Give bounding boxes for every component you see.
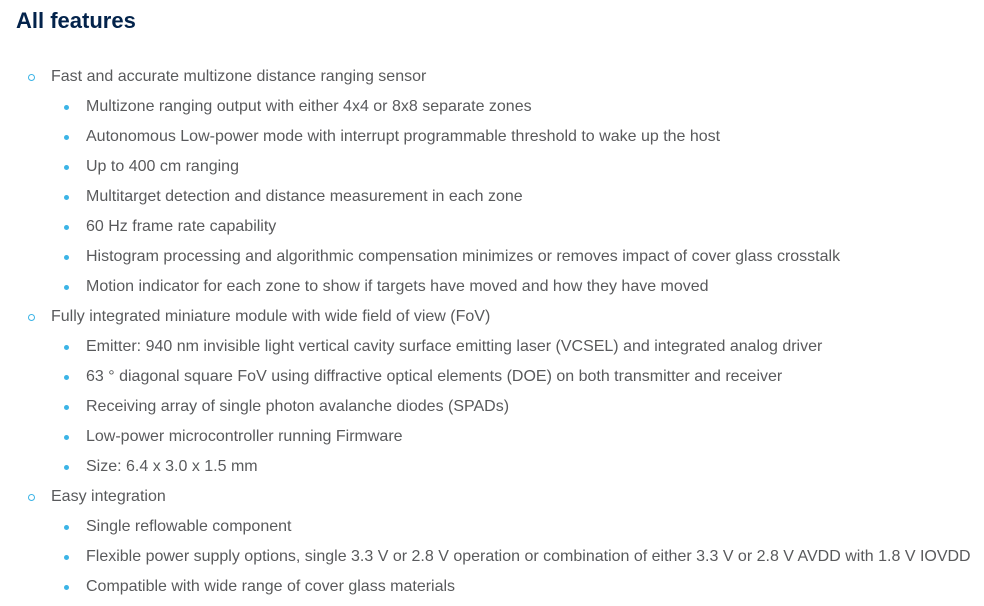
feature-item: Single reflowable component: [0, 512, 971, 542]
feature-item: Multizone ranging output with either 4x4 or 8x8 separate zones: [0, 92, 971, 122]
feature-item: Up to 400 cm ranging: [0, 152, 971, 182]
feature-item: Histogram processing and algorithmic compensation minimizes or removes impact of cover glass crosstalk: [0, 242, 971, 272]
feature-item: 63 ° diagonal square FoV using diffractive optical elements (DOE) on both transmitter and receiver: [0, 362, 971, 392]
feature-item: Compatible with wide range of cover glass materials: [0, 572, 971, 602]
feature-group-module: [0, 302, 971, 482]
feature-item: Multitarget detection and distance measurement in each zone: [0, 182, 971, 212]
feature-sublist: [0, 92, 971, 302]
feature-group-label: Fast and accurate multizone distance ranging sensor: [0, 62, 971, 92]
feature-group-label: Easy integration: [0, 482, 971, 512]
feature-group-integration: [0, 482, 971, 602]
section-title: All features: [16, 8, 136, 33]
feature-item: Emitter: 940 nm invisible light vertical cavity surface emitting laser (VCSEL) and integrated analog driver: [0, 332, 971, 362]
feature-item: Flexible power supply options, single 3.3 V or 2.8 V operation or combination of either 3.3 V or 2.8 V AVDD with 1.8 V IOVDD: [0, 542, 971, 572]
feature-list: [0, 62, 971, 602]
feature-item: 60 Hz frame rate capability: [0, 212, 971, 242]
feature-item: Size: 6.4 x 3.0 x 1.5 mm: [0, 452, 971, 482]
feature-item: Motion indicator for each zone to show if targets have moved and how they have moved: [0, 272, 971, 302]
feature-sublist: [0, 512, 971, 602]
feature-item: Autonomous Low-power mode with interrupt programmable threshold to wake up the host: [0, 122, 971, 152]
feature-group-ranging: [0, 62, 971, 302]
feature-sublist: [0, 332, 971, 482]
feature-item: Low-power microcontroller running Firmware: [0, 422, 971, 452]
feature-group-label: Fully integrated miniature module with wide field of view (FoV): [0, 302, 971, 332]
feature-item: Receiving array of single photon avalanche diodes (SPADs): [0, 392, 971, 422]
